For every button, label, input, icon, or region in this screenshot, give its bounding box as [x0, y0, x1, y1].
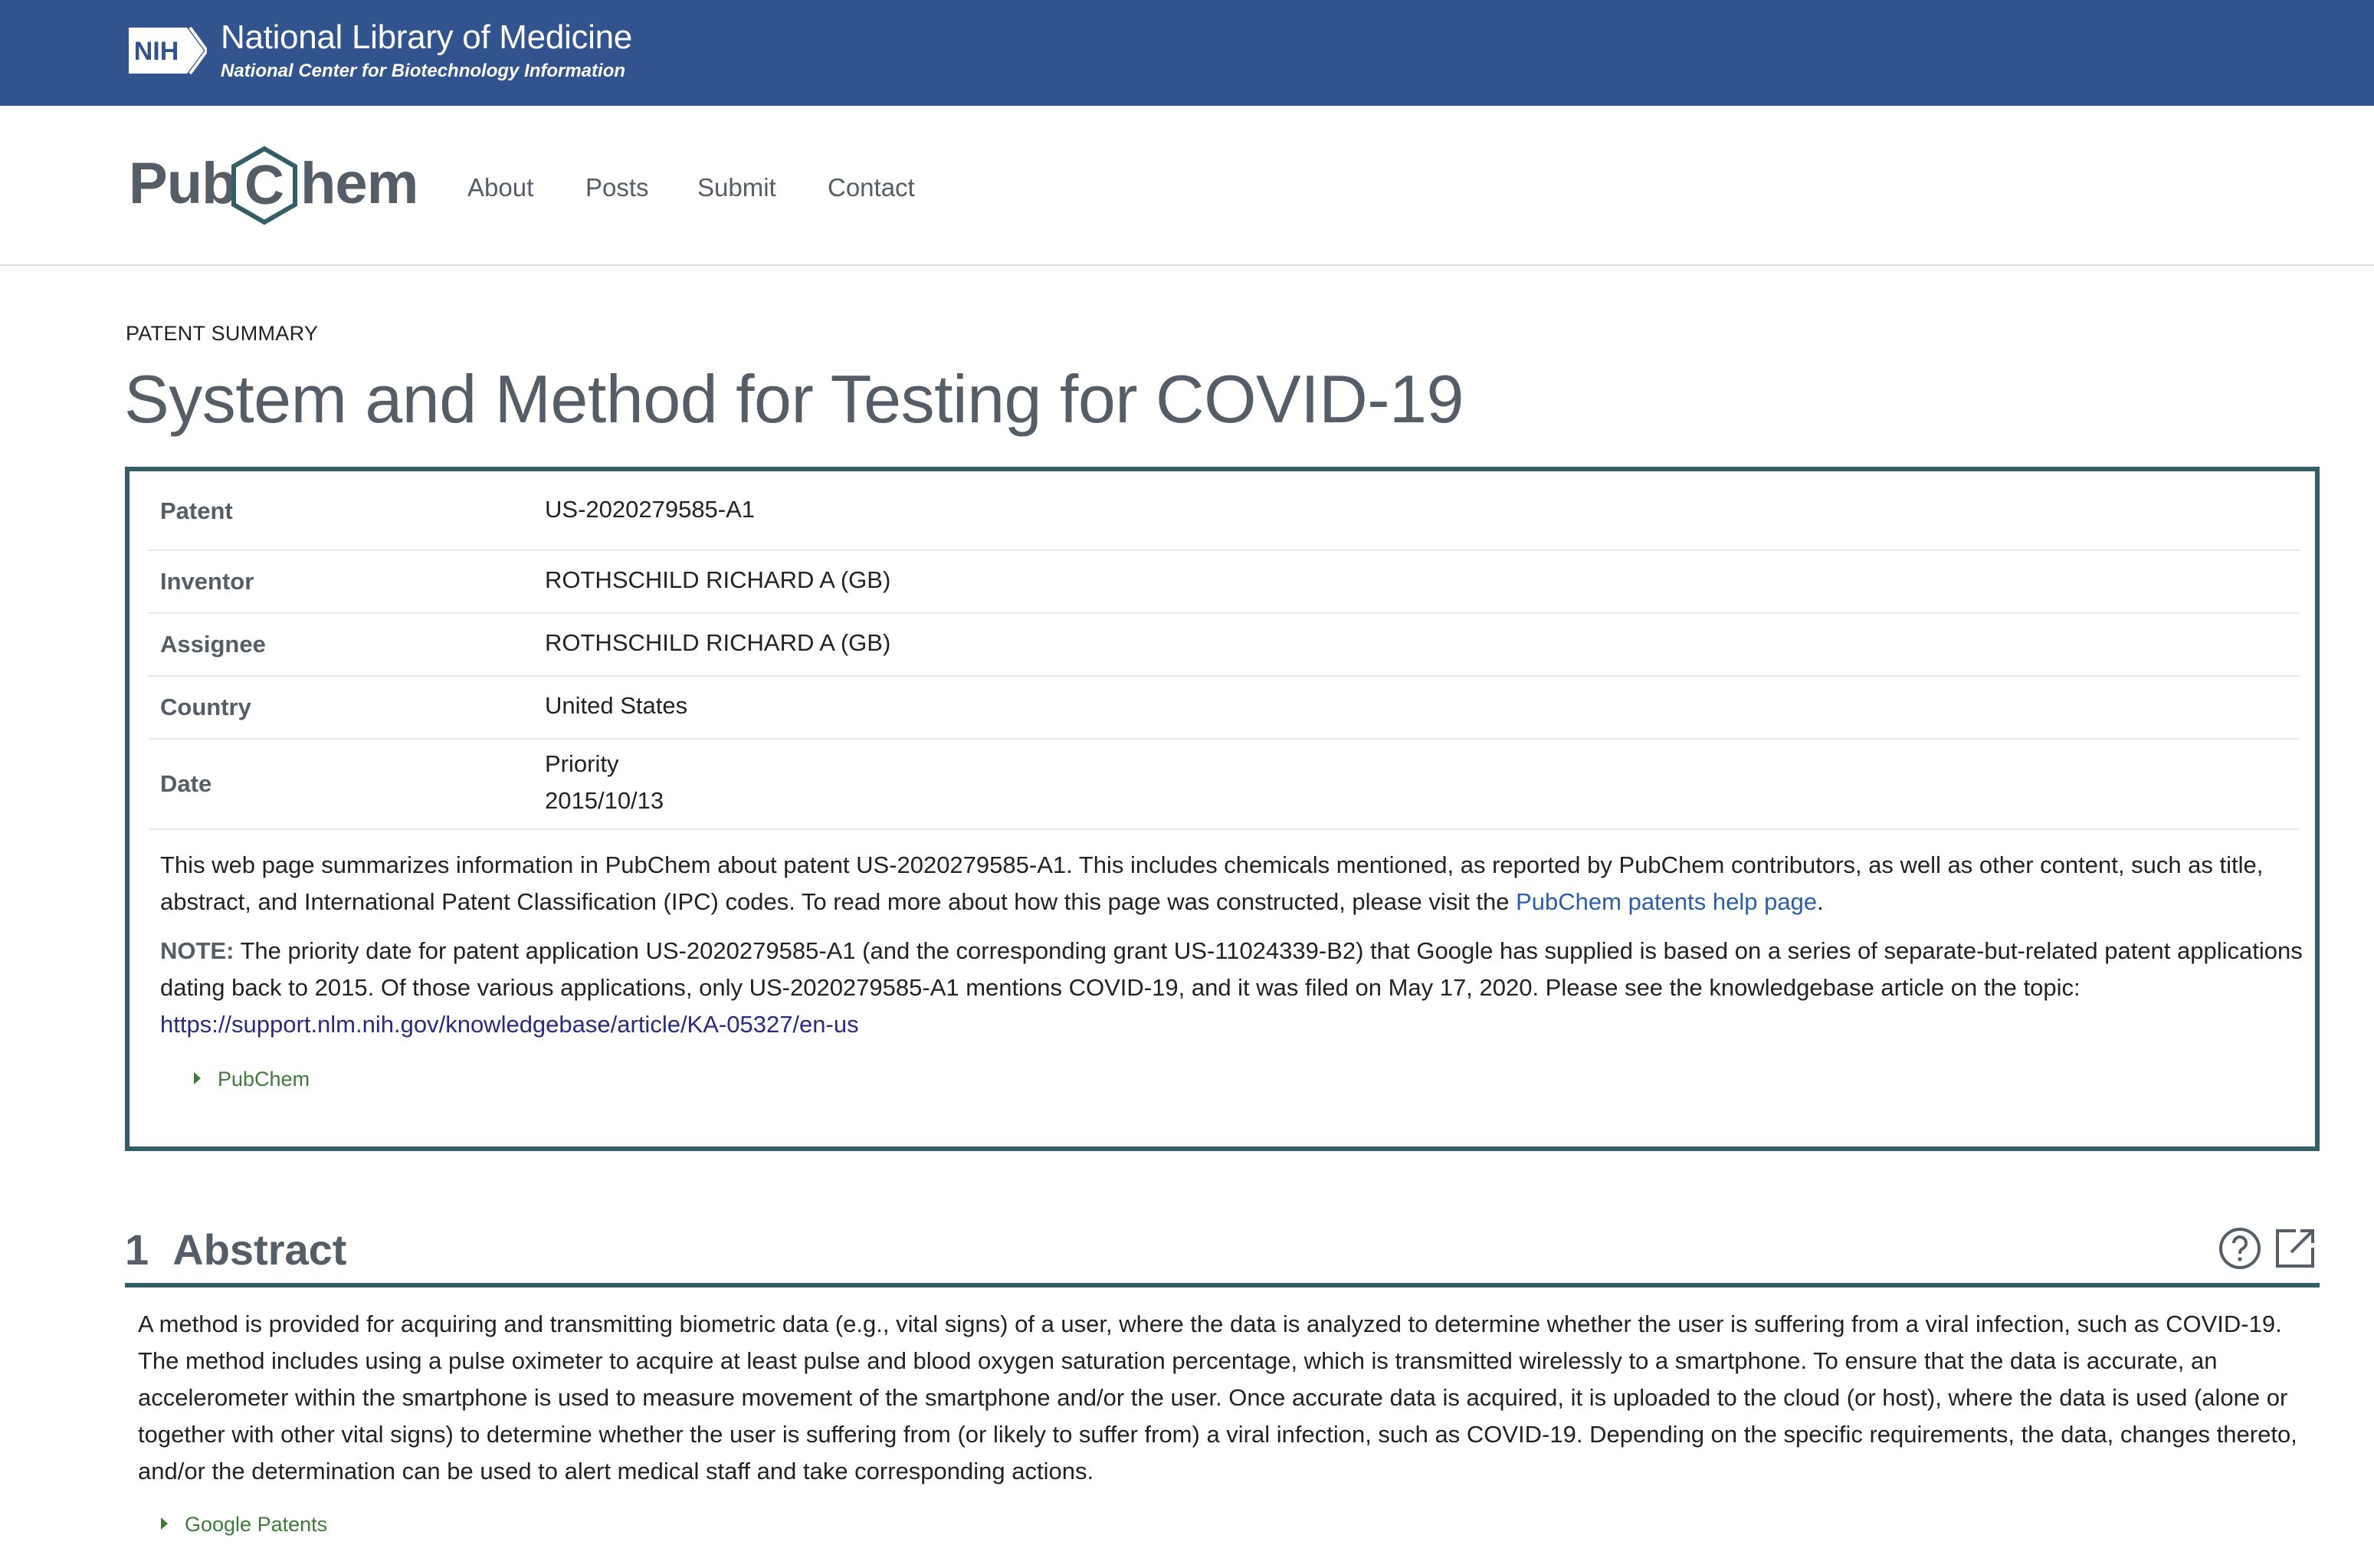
- summary-value: United States: [545, 692, 688, 719]
- summary-row-patent: [148, 471, 2300, 551]
- summary-row-date: [148, 740, 2300, 830]
- pubchem-logo[interactable]: [126, 146, 425, 225]
- nav-submit[interactable]: Submit: [697, 173, 776, 202]
- pubchem-source-toggle[interactable]: PubChem: [194, 1068, 310, 1091]
- logo-text-left: Pub: [129, 151, 237, 216]
- summary-label: Patent: [160, 497, 233, 524]
- nav-about[interactable]: About: [467, 173, 534, 202]
- summary-value: ROTHSCHILD RICHARD A (GB): [545, 566, 891, 593]
- svg-text:C: C: [244, 155, 284, 216]
- svg-text:NIH: NIH: [133, 37, 179, 66]
- pubchem-hexagon-icon: [229, 146, 300, 225]
- logo-text-right: hem: [300, 151, 418, 216]
- nih-subtitle: National Center for Biotechnology Information: [221, 61, 626, 81]
- summary-value-priority-date: 2015/10/13: [545, 787, 664, 814]
- summary-value: ROTHSCHILD RICHARD A (GB): [545, 629, 891, 656]
- knowledgebase-link[interactable]: https://support.nlm.nih.gov/knowledgebase/article/KA-05327/en-us: [160, 1011, 859, 1038]
- nih-logo-icon[interactable]: [126, 25, 207, 77]
- abstract-heading: 1 Abstract: [125, 1225, 347, 1274]
- page-title: System and Method for Testing for COVID-19: [124, 361, 1464, 437]
- summary-note: NOTE: The priority date for patent application US-2020279585-A1 (and the corresponding grant US-11024339-B2) that Google has supplied is based on a series of separate-but-related patent applications dating back to 2015. Of those various applications, only US-2020279585-A1 mentions COVID-19, and it was filed on May 17, 2020. Please see the knowledgebase article on the topic: https://support.nlm.nih.gov/knowledgebase/article/KA-05327/en-us: [160, 937, 2303, 1038]
- nih-banner: [0, 0, 2374, 106]
- disclosure-triangle-icon: [194, 1072, 201, 1084]
- summary-value-priority-label: Priority: [545, 750, 619, 777]
- summary-label: Assignee: [160, 631, 266, 658]
- summary-row-country: [148, 677, 2300, 740]
- summary-label: Inventor: [160, 568, 254, 595]
- abstract-divider: [125, 1283, 2320, 1288]
- disclosure-triangle-icon: [161, 1517, 168, 1530]
- help-icon[interactable]: [2218, 1226, 2262, 1271]
- nav-posts[interactable]: Posts: [585, 173, 649, 202]
- google-patents-source-toggle[interactable]: Google Patents: [161, 1513, 327, 1537]
- summary-row-inventor: [148, 551, 2300, 614]
- summary-row-assignee: [148, 614, 2300, 677]
- summary-value: US-2020279585-A1: [545, 496, 756, 523]
- external-link-icon[interactable]: [2273, 1226, 2317, 1271]
- note-label: NOTE:: [160, 937, 234, 964]
- patents-help-link[interactable]: PubChem patents help page: [1516, 888, 1818, 915]
- summary-label: Date: [160, 770, 212, 797]
- summary-label: Country: [160, 694, 251, 720]
- abstract-text: A method is provided for acquiring and transmitting biometric data (e.g., vital signs) of a user, where the data is analyzed to determine whether the user is suffering from a viral infection, such as COVID-19. The method includes using a pulse oximeter to acquire at least pulse and blood oxygen saturation percentage, which is transmitted wirelessly to a smartphone. To ensure that the data is accurate, an accelerometer within the smartphone is used to measure movement of the smartphone and/or the user. Once accurate data is acquired, it is uploaded to the cloud (or host), where the data is used (alone or together with other vital signs) to determine whether the user is suffering from (or likely to suffer from) a viral infection, such as COVID-19. Depending on the specific requirements, the data, changes thereto, and/or the determination can be used to alert medical staff and take corresponding actions.: [138, 1310, 2297, 1484]
- summary-intro: This web page summarizes information in PubChem about patent US-2020279585-A1. This includes chemicals mentioned, as reported by PubChem contributors, as well as other content, such as title, abstract, and International Patent Classification (IPC) codes. To read more about how this page was constructed, please visit the PubChem patents help page.: [160, 851, 2264, 915]
- nih-title[interactable]: National Library of Medicine: [221, 18, 632, 56]
- nav-contact[interactable]: Contact: [828, 173, 915, 202]
- patent-summary-box: [125, 467, 2320, 1151]
- page-eyebrow: PATENT SUMMARY: [126, 322, 319, 345]
